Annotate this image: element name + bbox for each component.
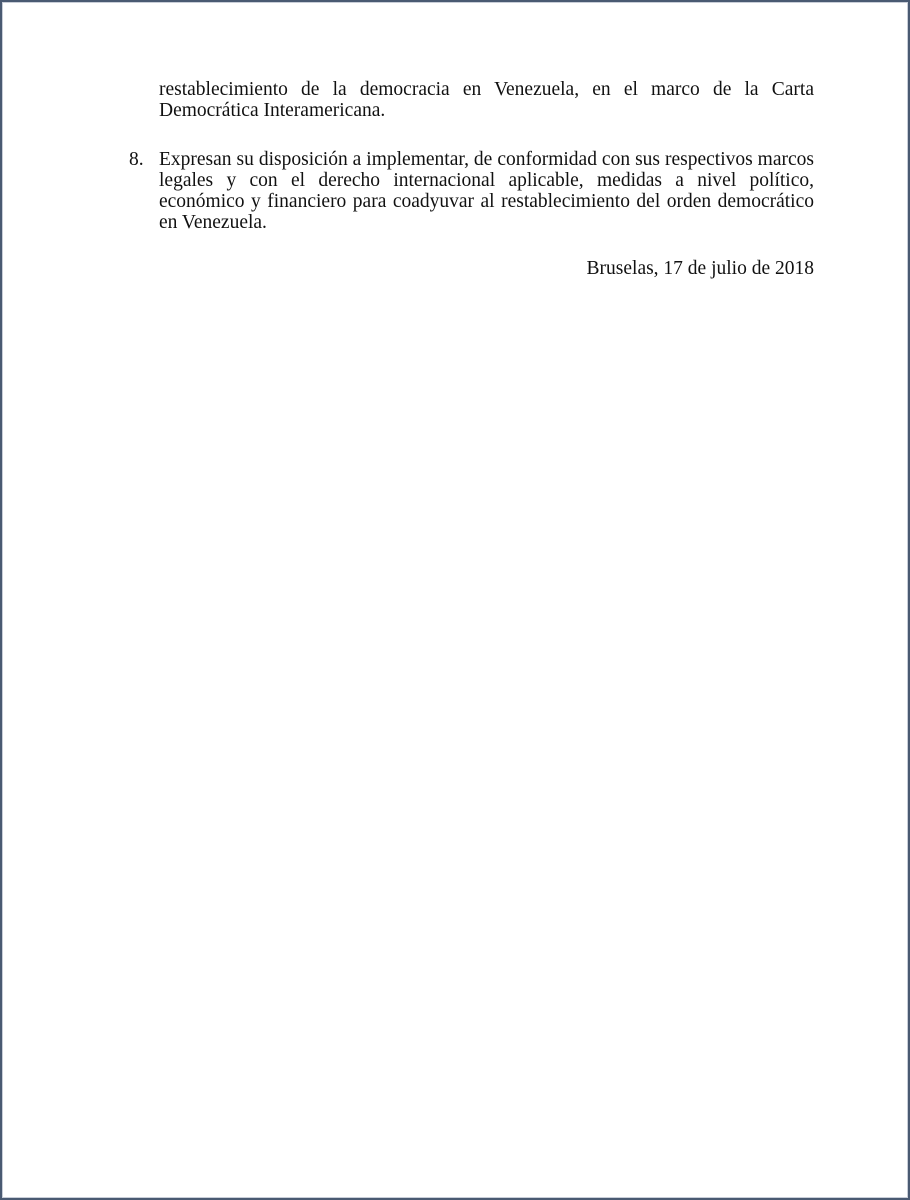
- list-item-number: 8.: [129, 149, 144, 170]
- continued-paragraph: restablecimiento de la democracia en Venezuela, en el marco de la Carta Democrática Interamericana.: [159, 79, 814, 121]
- list-item-text: Expresan su disposición a implementar, de conformidad con sus respectivos marcos legales y con el derecho internacional aplicable, medidas a nivel político, económico y financiero para coadyuvar al restablecimiento del orden democrático en Venezuela.: [159, 149, 814, 233]
- place-and-date: Bruselas, 17 de julio de 2018: [586, 258, 814, 279]
